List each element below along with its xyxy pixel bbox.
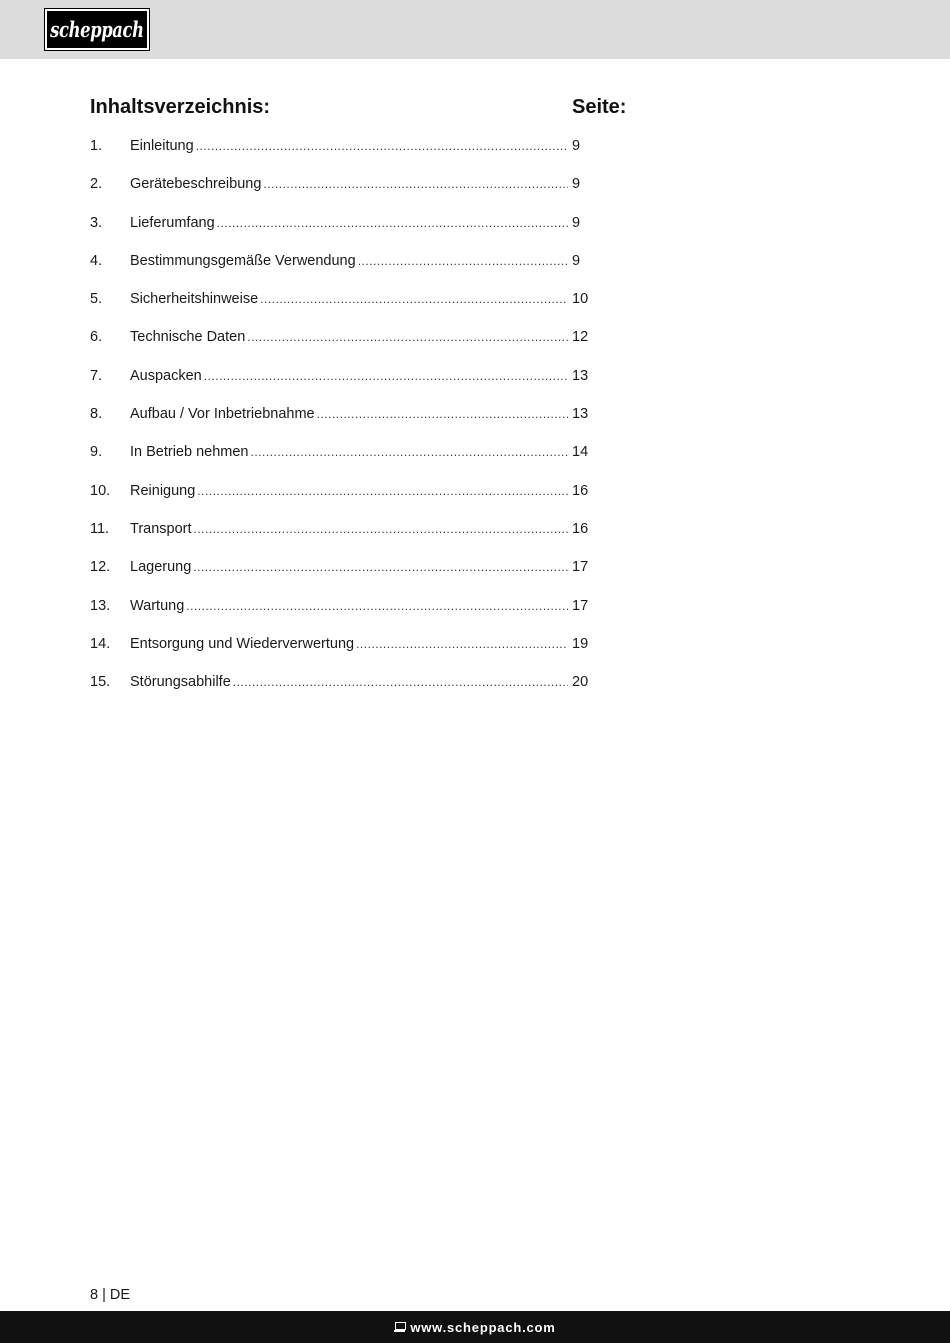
toc-entry[interactable] xyxy=(90,598,600,636)
toc-entry-number: 9. xyxy=(90,444,103,461)
toc-entry-label: Gerätebeschreibung xyxy=(130,176,262,193)
toc-entry-label: Einleitung xyxy=(130,138,194,154)
toc-entry-number: 12. xyxy=(90,559,111,576)
toc-dot-leader xyxy=(233,675,568,689)
toc-entry[interactable] xyxy=(90,253,600,291)
toc-entry[interactable] xyxy=(90,215,600,253)
toc-entry-page: 20 xyxy=(572,674,589,691)
toc-entry-number: 5. xyxy=(90,291,103,308)
footer-bar xyxy=(0,1311,950,1343)
toc-dot-leader xyxy=(260,292,568,306)
toc-entry-page: 17 xyxy=(572,559,589,576)
toc-entry-page: 17 xyxy=(572,597,589,614)
toc-entry[interactable] xyxy=(90,368,600,406)
toc-dot-leader xyxy=(197,484,568,498)
toc-title: Inhaltsverzeichnis: xyxy=(90,96,271,118)
toc-dot-leader xyxy=(204,369,568,383)
toc-entry-label: Bestimmungsgemäße Verwendung xyxy=(130,252,356,269)
toc-entry-number: 3. xyxy=(90,214,103,231)
logo-text: scheppach xyxy=(50,17,144,42)
toc-entry-number: 10. xyxy=(90,482,111,499)
toc-entry-label: Auspacken xyxy=(130,367,202,384)
toc-entry-label: Reinigung xyxy=(130,482,196,499)
toc-entry-page: 12 xyxy=(572,329,589,346)
toc-entry-label: Wartung xyxy=(130,597,185,614)
toc-entry-number: 13. xyxy=(90,597,111,614)
toc-entry-label: Aufbau / Vor Inbetriebnahme xyxy=(130,406,315,423)
website-text: www.scheppach.com xyxy=(410,1319,556,1335)
toc-list xyxy=(90,138,600,712)
toc-dot-leader xyxy=(358,254,568,268)
toc-entry-label: Lagerung xyxy=(130,559,192,576)
page-number: 8 | DE xyxy=(90,1287,131,1303)
toc-entry[interactable] xyxy=(90,406,600,444)
toc-dot-leader xyxy=(247,330,568,344)
toc-entry-label: Technische Daten xyxy=(130,329,246,346)
toc-entry-page: 16 xyxy=(572,520,589,537)
toc-entry[interactable] xyxy=(90,291,600,329)
toc-dot-leader xyxy=(193,560,568,574)
toc-dot-leader xyxy=(251,445,569,459)
website-link[interactable] xyxy=(394,1320,555,1335)
toc-entry[interactable] xyxy=(90,559,600,597)
toc-entry-number: 14. xyxy=(90,635,111,652)
toc-entry-label: In Betrieb nehmen xyxy=(130,444,249,461)
toc-entry-number: 1. xyxy=(90,138,103,154)
header-bar xyxy=(0,0,950,59)
toc-entry-number: 2. xyxy=(90,176,103,193)
toc-entry[interactable] xyxy=(90,636,600,674)
toc-entry-label: Sicherheitshinweise xyxy=(130,291,259,308)
toc-entry[interactable] xyxy=(90,138,600,176)
toc-entry-label: Entsorgung und Wiederverwertung xyxy=(130,635,355,652)
toc-entry-label: Störungsabhilfe xyxy=(130,674,231,691)
toc-entry[interactable] xyxy=(90,176,600,214)
toc-entry-page: 10 xyxy=(572,291,589,308)
toc-entry[interactable] xyxy=(90,483,600,521)
toc-dot-leader xyxy=(263,177,568,191)
toc-dot-leader xyxy=(217,216,568,230)
toc-entry-page: 9 xyxy=(572,176,581,193)
toc-dot-leader xyxy=(194,522,568,536)
toc-entry-number: 4. xyxy=(90,252,103,269)
toc-entry[interactable] xyxy=(90,674,600,712)
toc-entry-page: 9 xyxy=(572,214,581,231)
toc-dot-leader xyxy=(196,139,568,153)
toc-entry-number: 15. xyxy=(90,674,111,691)
toc-entry-page: 16 xyxy=(572,482,589,499)
toc-dot-leader xyxy=(186,599,568,613)
toc-entry-page: 9 xyxy=(572,138,581,154)
toc-entry[interactable] xyxy=(90,521,600,559)
toc-entry-page: 9 xyxy=(572,252,581,269)
toc-entry[interactable] xyxy=(90,329,600,367)
toc-entry-number: 7. xyxy=(90,367,103,384)
toc-entry[interactable] xyxy=(90,444,600,482)
toc-entry-number: 8. xyxy=(90,406,103,423)
toc-entry-page: 13 xyxy=(572,367,589,384)
toc-dot-leader xyxy=(317,407,568,421)
toc-entry-label: Transport xyxy=(130,520,192,537)
toc-page-heading: Seite: xyxy=(572,96,627,118)
scheppach-logo xyxy=(45,9,149,50)
toc-dot-leader xyxy=(356,637,568,651)
toc-entry-label: Lieferumfang xyxy=(130,214,215,231)
toc-entry-page: 19 xyxy=(572,635,589,652)
toc-entry-page: 13 xyxy=(572,406,589,423)
toc-entry-page: 14 xyxy=(572,444,589,461)
toc-entry-number: 11. xyxy=(90,520,110,537)
monitor-icon xyxy=(394,1322,405,1332)
toc-entry-number: 6. xyxy=(90,329,103,346)
